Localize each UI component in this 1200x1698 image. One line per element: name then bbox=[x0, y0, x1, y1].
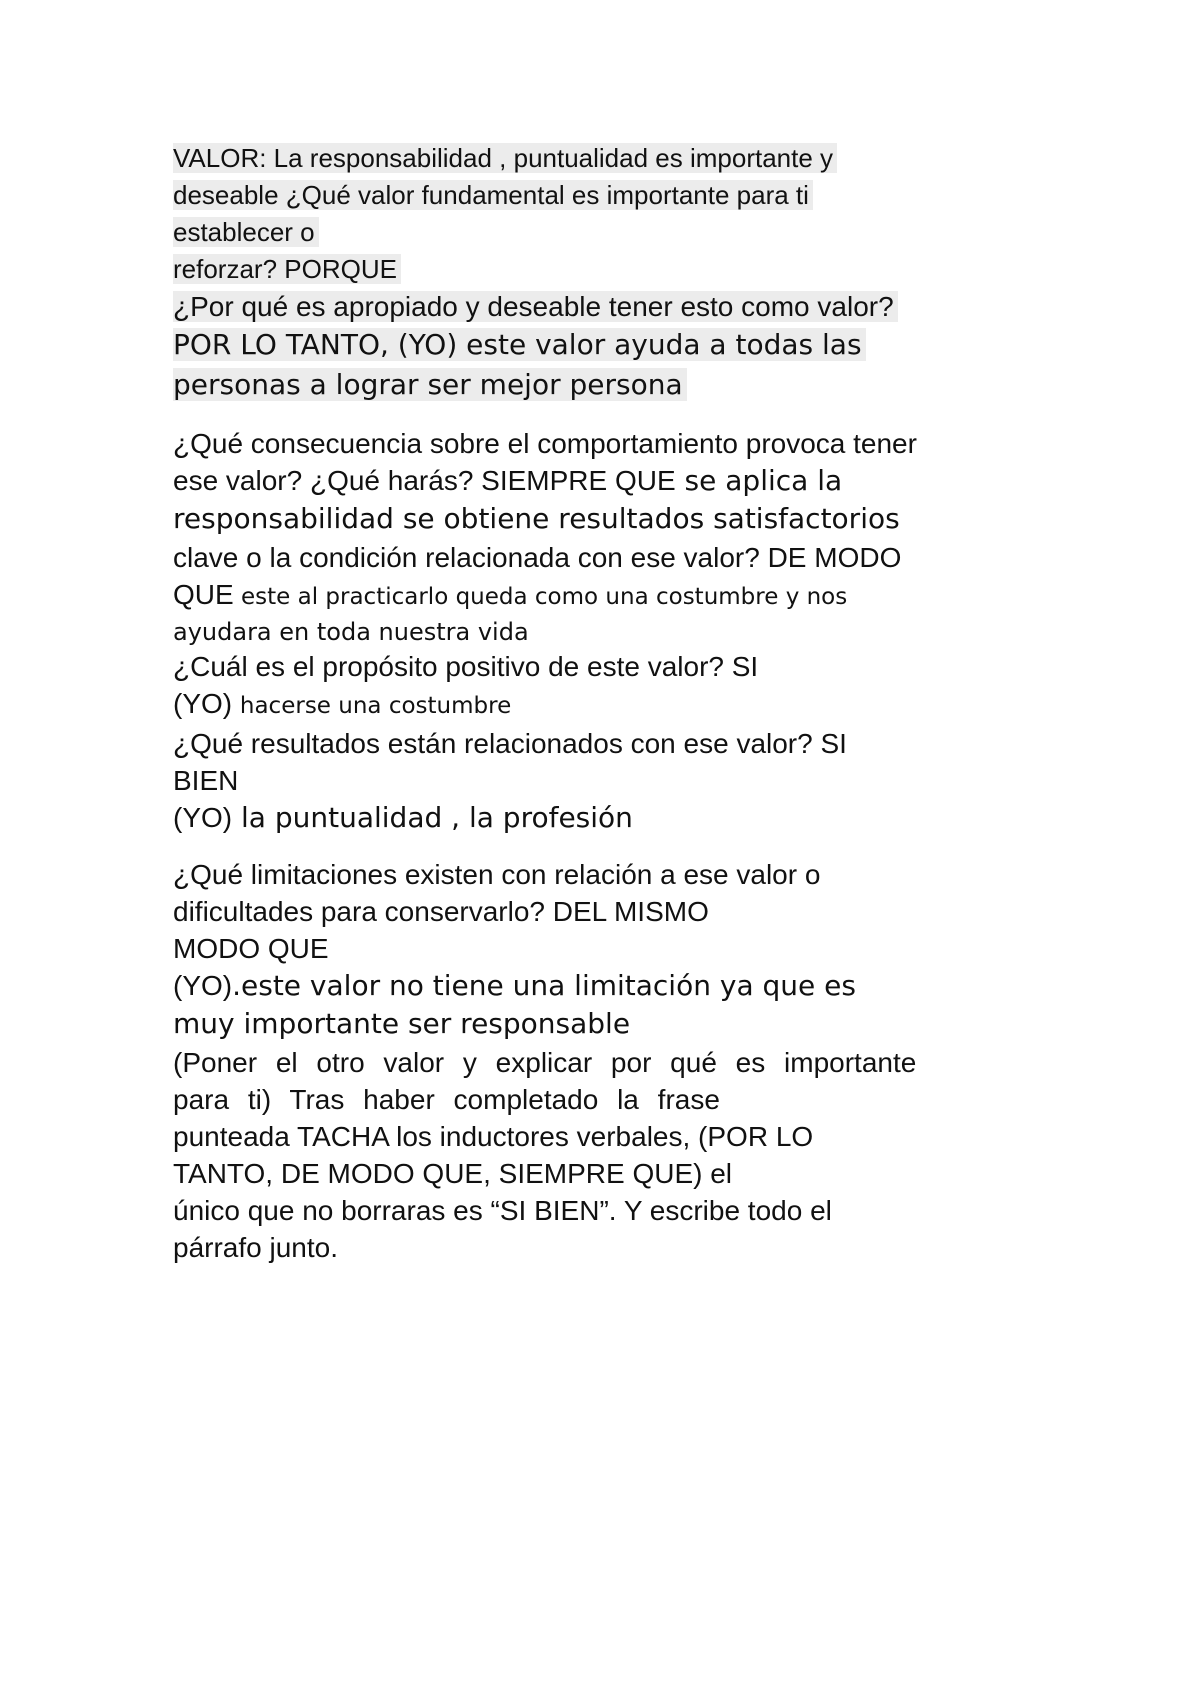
text-line: (YO).este valor no tiene una limitación ya que es bbox=[173, 969, 856, 1002]
text-line: único que no borraras es “SI BIEN”. Y escribe todo el bbox=[173, 1195, 832, 1226]
text-line: párrafo junto. bbox=[173, 1232, 338, 1263]
question-purpose-block bbox=[173, 648, 1053, 836]
text-line: POR LO TANTO, (YO) este valor ayuda a todas las bbox=[173, 325, 1053, 365]
text-line: clave o la condición relacionada con ese valor? DE MODO bbox=[173, 542, 902, 573]
text-line: para ti) Tras haber completado la frase bbox=[173, 1084, 720, 1115]
text-line: BIEN bbox=[173, 765, 239, 796]
text-line: ¿Cuál es el propósito positivo de este valor? SI bbox=[173, 651, 759, 682]
text-line: reforzar? PORQUE bbox=[173, 251, 1053, 288]
spacer bbox=[173, 405, 1053, 425]
text-line: deseable ¿Qué valor fundamental es importante para ti bbox=[173, 177, 1053, 214]
text-line: QUE este al practicarlo queda como una costumbre y nos bbox=[173, 579, 848, 610]
text-line: ¿Qué resultados están relacionados con ese valor? SI bbox=[173, 728, 847, 759]
text-line: responsabilidad se obtiene resultados satisfactorios bbox=[173, 502, 900, 535]
text-line: ayudara en toda nuestra vida bbox=[173, 618, 529, 646]
spacer bbox=[173, 836, 1053, 856]
document-page bbox=[173, 140, 1053, 1266]
text-line: MODO QUE bbox=[173, 933, 329, 964]
text-line: (Poner el otro valor y explicar por qué es importante bbox=[173, 1047, 917, 1078]
text-line: ¿Qué limitaciones existen con relación a ese valor o bbox=[173, 859, 821, 890]
text-line: establecer o bbox=[173, 214, 1053, 251]
text-line: ¿Qué consecuencia sobre el comportamiento provoca tener bbox=[173, 428, 917, 459]
text-line: (YO) la puntualidad , la profesión bbox=[173, 801, 633, 834]
text-line: dificultades para conservarlo? DEL MISMO bbox=[173, 896, 709, 927]
question-limitations-block bbox=[173, 856, 1053, 1266]
text-line: VALOR: La responsabilidad , puntualidad es importante y bbox=[173, 140, 1053, 177]
text-line: TANTO, DE MODO QUE, SIEMPRE QUE) el bbox=[173, 1158, 733, 1189]
text-line: ¿Por qué es apropiado y deseable tener esto como valor? bbox=[173, 288, 1053, 325]
text-line: ese valor? ¿Qué harás? SIEMPRE QUE se aplica la bbox=[173, 464, 843, 497]
question-appropriate-block bbox=[173, 288, 1053, 405]
intro-block bbox=[173, 140, 1053, 288]
text-line: muy importante ser responsable bbox=[173, 1007, 631, 1040]
text-line: (YO) hacerse una costumbre bbox=[173, 688, 512, 719]
question-consequence-block bbox=[173, 425, 1053, 648]
text-line: punteada TACHA los inductores verbales, (POR LO bbox=[173, 1121, 814, 1152]
text-line: personas a lograr ser mejor persona bbox=[173, 365, 1053, 405]
